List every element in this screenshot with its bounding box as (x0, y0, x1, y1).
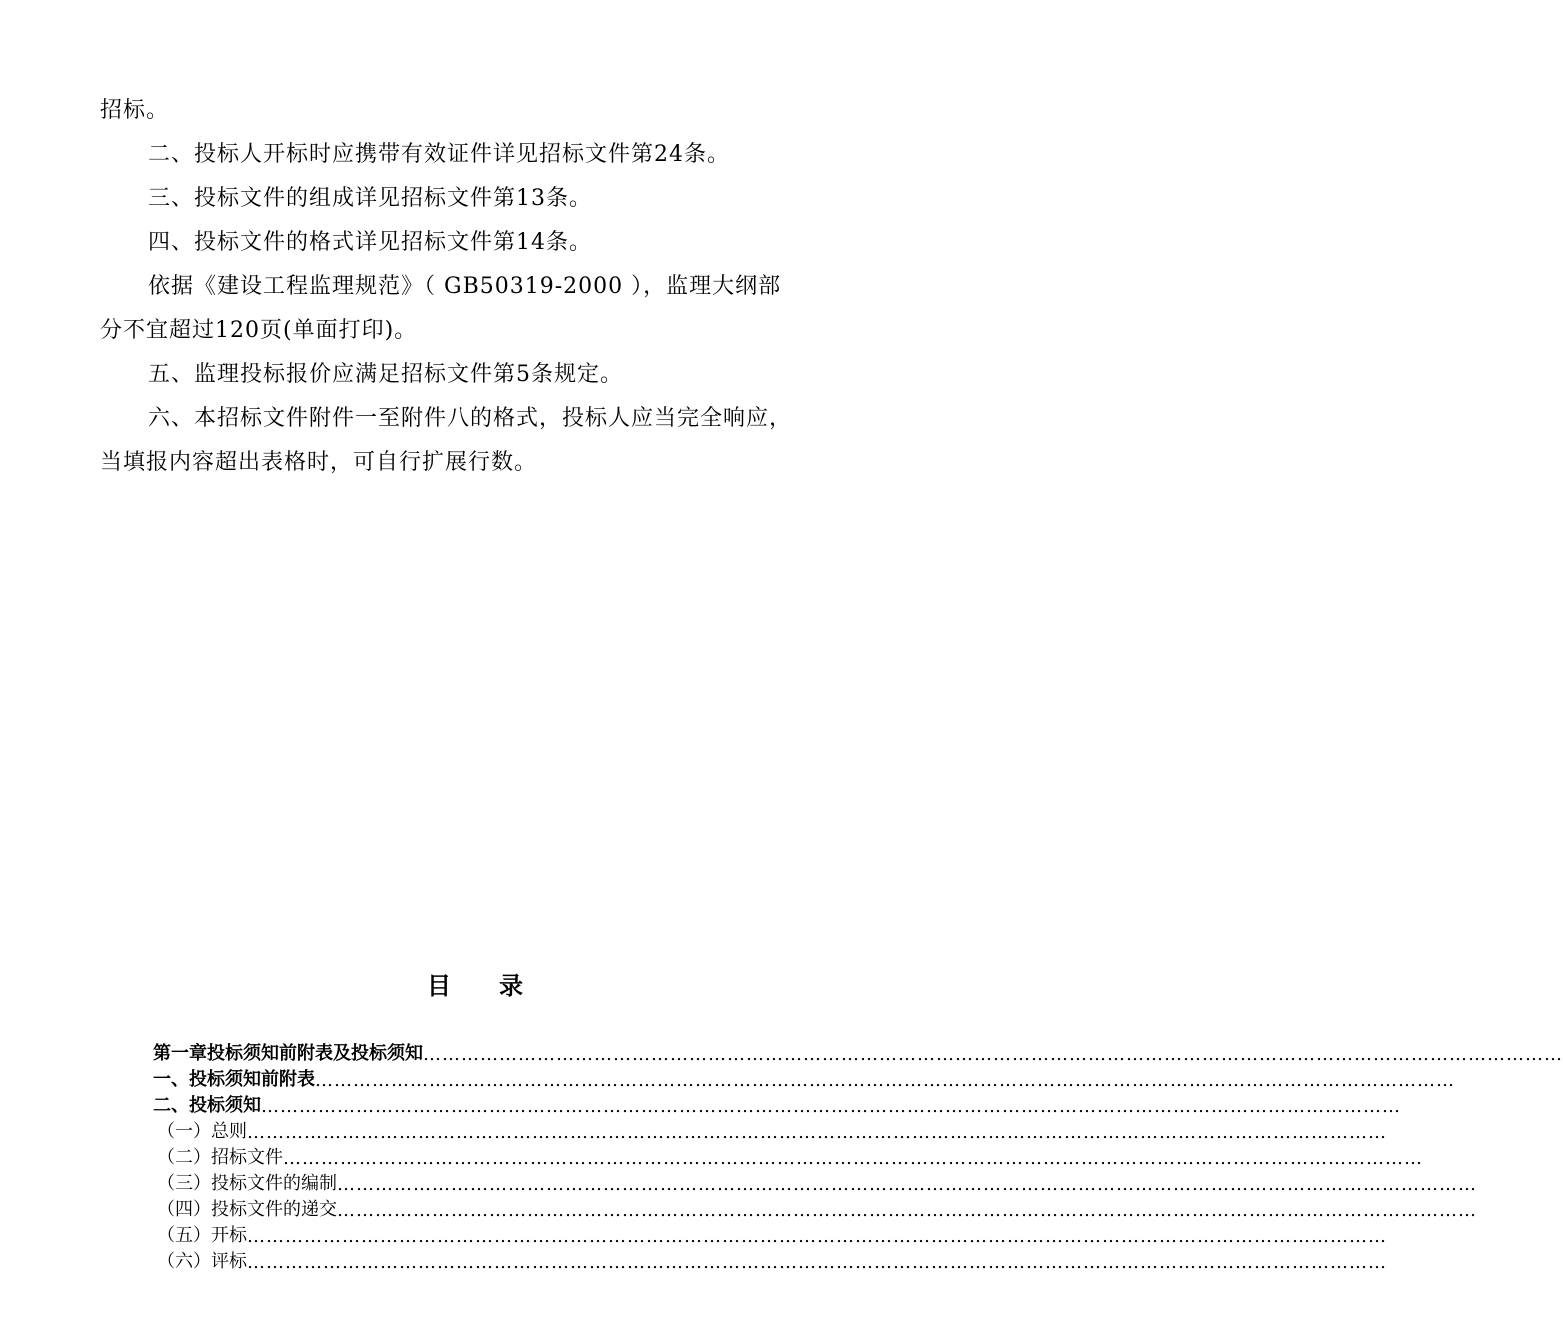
toc-title-left: 目 (427, 971, 451, 1000)
toc-entry-2-1[interactable] (153, 1117, 1387, 1143)
toc-leader-dots: ……………………………………………………………………………………………………………………………………………………………… (247, 1226, 1387, 1247)
body-line-5: 依据《建设工程监理规范》（ GB50319-2000 ），监理大纲部 (148, 274, 782, 299)
body-line-6: 分不宜超过120页(单面打印)。 (100, 318, 418, 343)
toc-entry-label: 总则 (211, 1121, 247, 1142)
toc-entry-chapter-1[interactable] (153, 1039, 1563, 1065)
toc-entry-number: （五） (157, 1225, 211, 1246)
toc-leader-dots: ……………………………………………………………………………………………………………………………………………………………… (283, 1148, 1423, 1169)
toc-entry-2-6[interactable] (153, 1247, 1387, 1273)
body-line-8: 六、本招标文件附件一至附件八的格式，投标人应当完全响应， (148, 406, 793, 431)
toc-entry-label: 投标文件的递交 (211, 1199, 337, 1220)
toc-entry-number: （六） (157, 1251, 211, 1272)
toc-entry-label: 招标文件 (211, 1147, 283, 1168)
toc-entry-2-4[interactable] (153, 1195, 1477, 1221)
body-line-1: 招标。 (100, 98, 170, 123)
toc-leader-dots: ……………………………………………………………………………………………………………………………………………………………… (337, 1200, 1477, 1221)
toc-entry-label: 投标文件的编制 (211, 1173, 337, 1194)
toc-entry-label: 评标 (211, 1251, 247, 1272)
toc-title (0, 966, 950, 1001)
toc-entry-label: 投标须知前附表及投标须知 (207, 1043, 423, 1064)
toc-entry-number: （三） (157, 1173, 211, 1194)
body-line-4: 四、投标文件的格式详见招标文件第14条。 (148, 230, 592, 255)
toc-entry-2-5[interactable] (153, 1221, 1387, 1247)
toc-entry-2-3[interactable] (153, 1169, 1477, 1195)
body-line-2: 二、投标人开标时应携带有效证件详见招标文件第24条。 (148, 142, 730, 167)
toc-entry-number: 二、 (153, 1095, 189, 1116)
toc-leader-dots: ……………………………………………………………………………………………………………………………………………………………… (337, 1174, 1477, 1195)
body-line-7: 五、监理投标报价应满足招标文件第5条规定。 (148, 362, 623, 387)
toc-leader-dots: ……………………………………………………………………………………………………………………………………………………………… (261, 1096, 1401, 1117)
toc-entry-label: 投标须知 (189, 1095, 261, 1116)
toc-entry-label: 开标 (211, 1225, 247, 1246)
toc-entry-label: 投标须知前附表 (189, 1069, 315, 1090)
toc-entry-number: 一、 (153, 1069, 189, 1090)
toc-entry-number: （二） (157, 1147, 211, 1168)
toc-entry-number: （四） (157, 1199, 211, 1220)
toc-leader-dots: ……………………………………………………………………………………………………………………………………………………………… (423, 1044, 1563, 1065)
toc-entry-2[interactable] (153, 1091, 1401, 1117)
toc-entry-1[interactable] (153, 1065, 1455, 1091)
body-line-9: 当填报内容超出表格时，可自行扩展行数。 (100, 450, 538, 475)
toc-leader-dots: ……………………………………………………………………………………………………………………………………………………………… (315, 1070, 1455, 1091)
table-of-contents (153, 1039, 1563, 1273)
toc-title-right: 录 (499, 971, 523, 1000)
toc-entry-number: 第一章 (153, 1043, 207, 1064)
toc-leader-dots: ……………………………………………………………………………………………………………………………………………………………… (247, 1252, 1387, 1273)
body-line-3: 三、投标文件的组成详见招标文件第13条。 (148, 186, 592, 211)
toc-leader-dots: ……………………………………………………………………………………………………………………………………………………………… (247, 1122, 1387, 1143)
toc-entry-2-2[interactable] (153, 1143, 1423, 1169)
toc-entry-number: （一） (157, 1121, 211, 1142)
